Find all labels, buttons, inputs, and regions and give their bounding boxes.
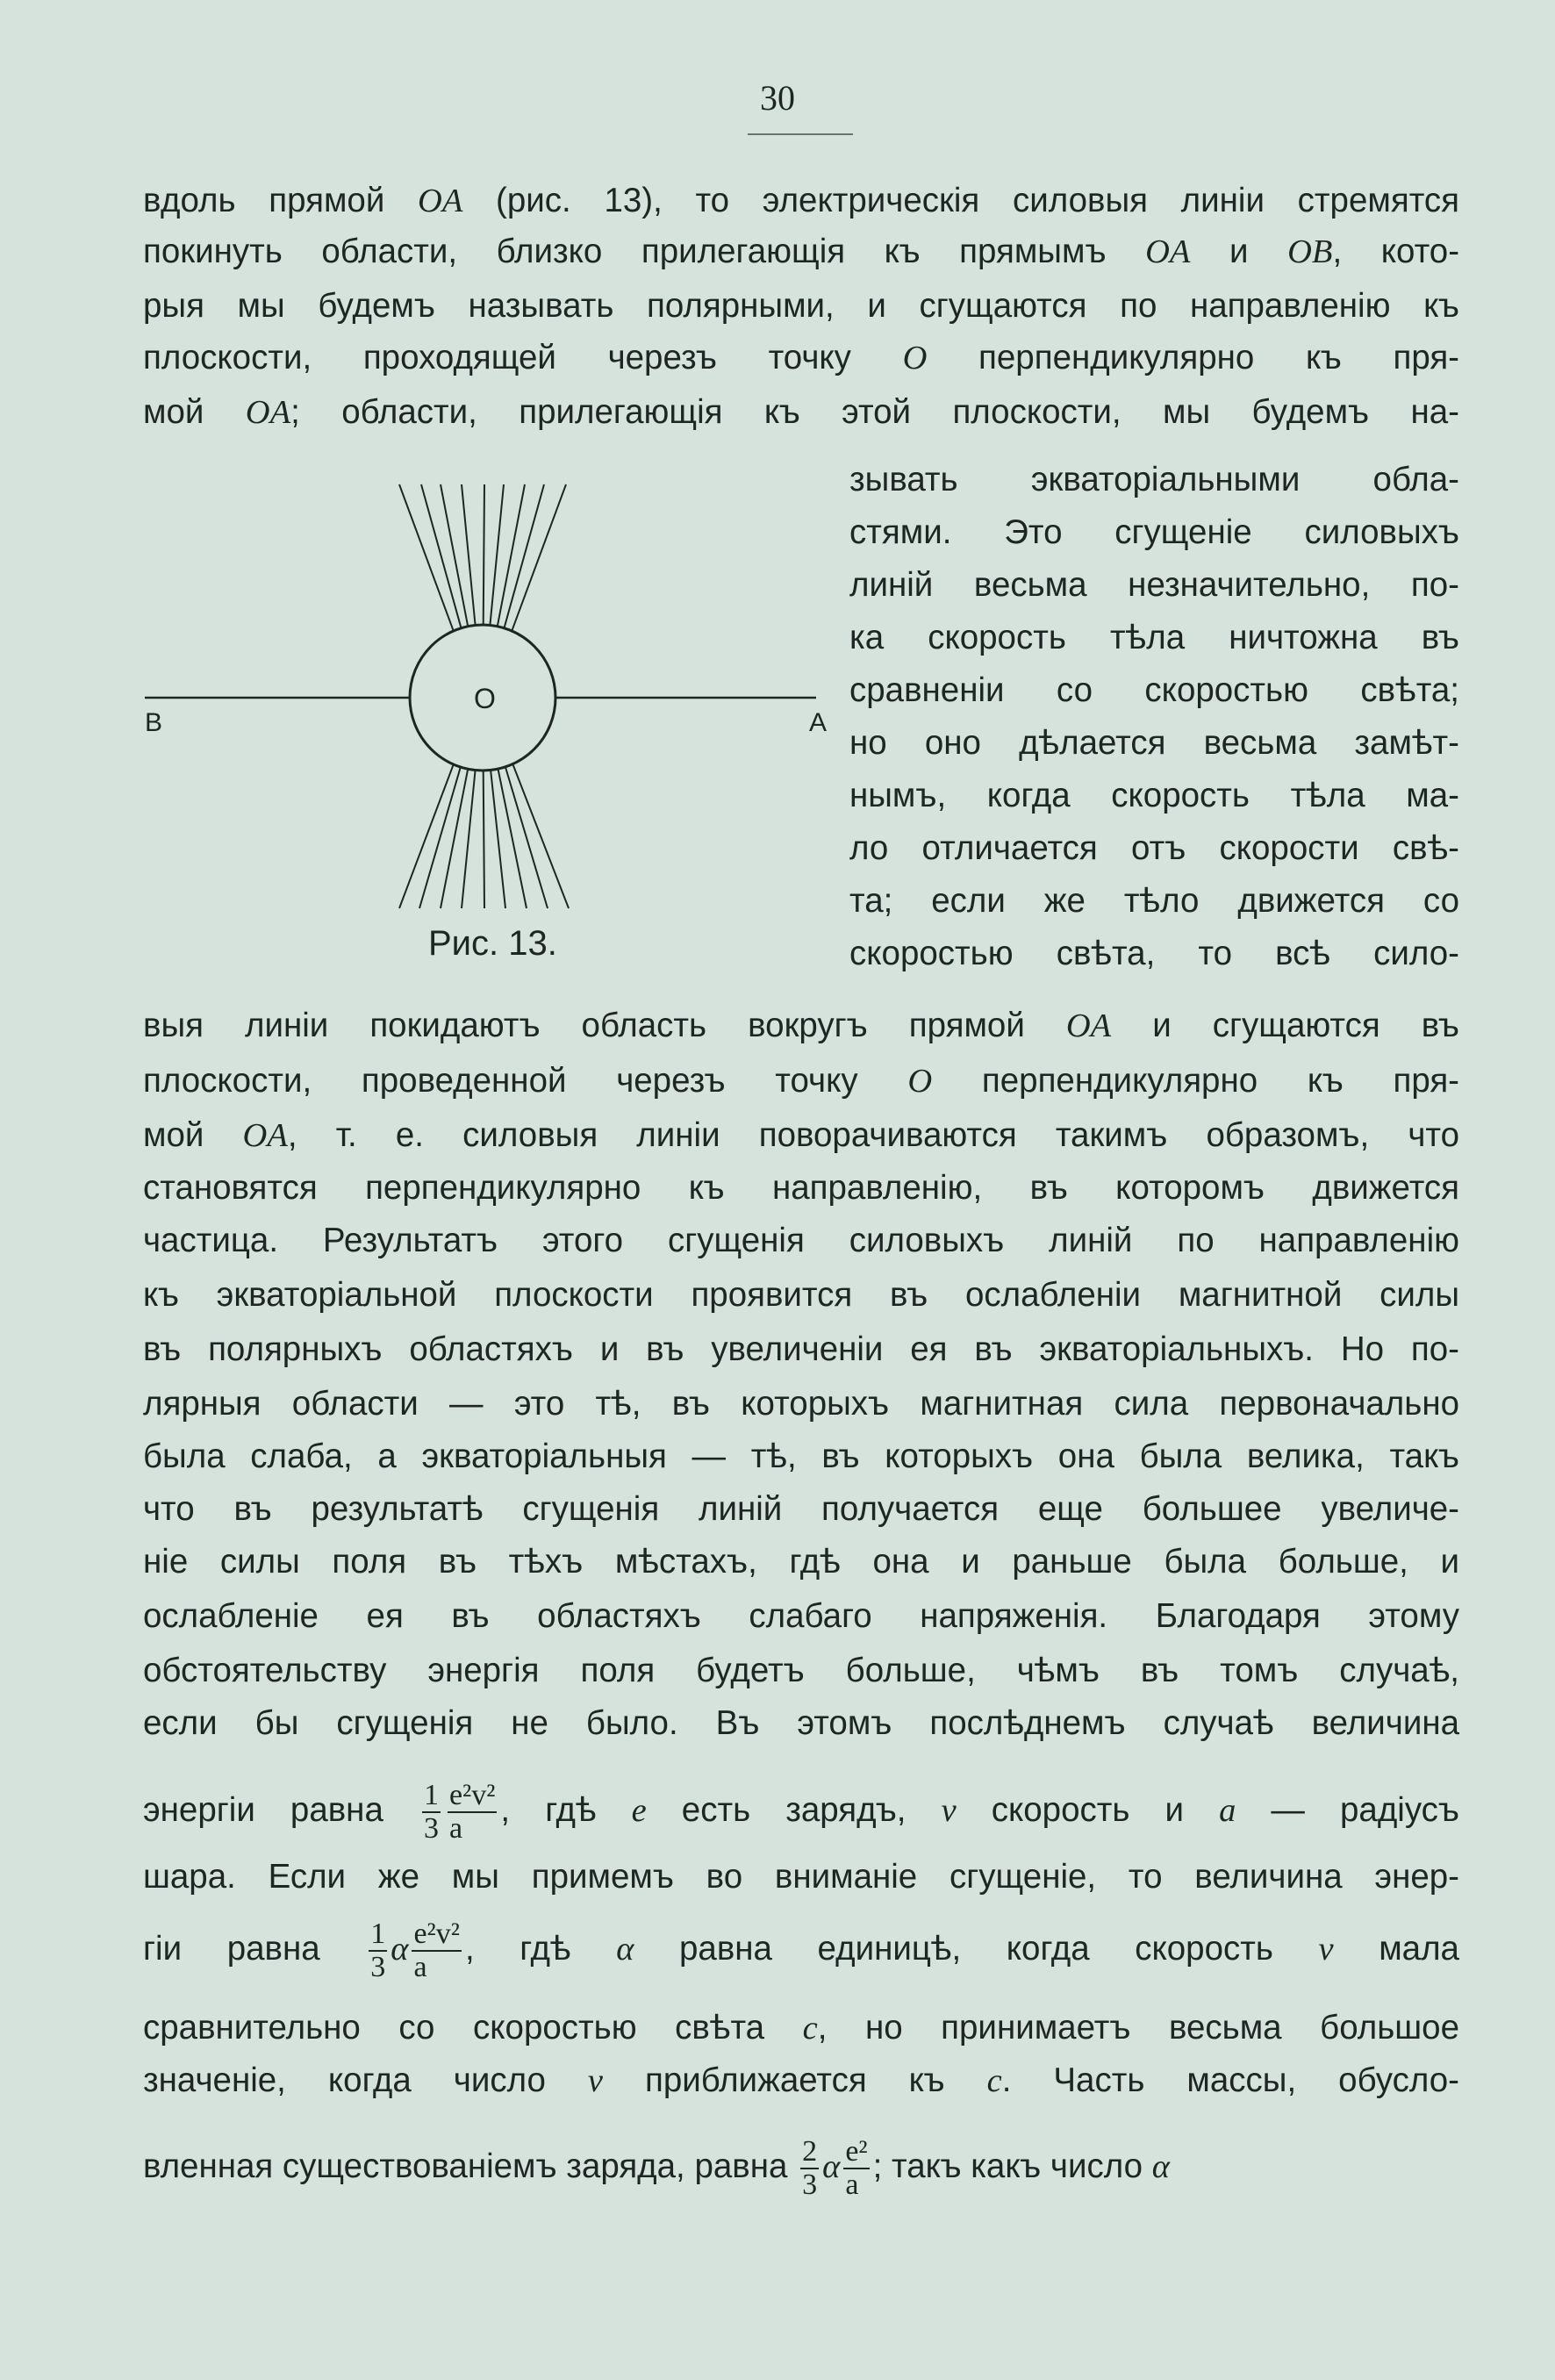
text-run: частица. Результатъ этого сгущенія силовыхъ линій по направленію [143, 1222, 1459, 1259]
text-run: выя линіи покидаютъ область вокругъ прямой [143, 1007, 1066, 1044]
math-symbol: OA [242, 1117, 288, 1154]
text-line [143, 1324, 1459, 1375]
fraction [422, 1780, 441, 1844]
text-run: ; области, прилегающія къ этой плоскости, мы будемъ на- [290, 393, 1459, 431]
text-line [143, 333, 1459, 384]
text-run: становятся перпендикулярно къ направленію, въ которомъ движется [143, 1169, 1459, 1207]
figure-caption: Рис. 13. [428, 924, 557, 963]
fraction-denominator: a [413, 1950, 427, 1983]
math-symbol: OA [1145, 233, 1191, 270]
text-run: обстоятельству энергія поля будетъ больше, чѣмъ въ томъ случаѣ, [143, 1652, 1459, 1689]
math-symbol: a [1219, 1791, 1236, 1829]
math-symbol: OA [418, 183, 463, 219]
field-lines-diagram [132, 465, 834, 992]
text-run: если бы сгущенія не было. Въ этомъ послѣднемъ случаѣ величина [143, 1704, 1459, 1742]
fraction-denominator: 3 [370, 1950, 386, 1983]
text-run: (рис. 13), то электрическія силовыя линіи стремятся [462, 182, 1459, 219]
text-line [143, 1779, 1459, 1845]
text-run: равна единицѣ, когда скорость [634, 1929, 1319, 1968]
text-run: шара. Если же мы примемъ во вниманіе сгущеніе, то величина энер- [143, 1858, 1459, 1896]
text-run: вдоль прямой [143, 182, 419, 219]
text-line [849, 665, 1459, 716]
text-run: мой [143, 393, 246, 431]
text-run: вленная существованіемъ заряда, равна [143, 2147, 798, 2185]
text-run: , кото- [1332, 233, 1460, 270]
text-run: гіи равна [143, 1929, 366, 1968]
text-run: приближается къ [603, 2061, 987, 2099]
text-run: покинуть области, близко прилегающія къ прямымъ [143, 233, 1146, 270]
text-run: но оно дѣлается весьма замѣт- [849, 724, 1459, 762]
text-run: плоскости, проведенной черезъ точку [143, 1062, 908, 1100]
page-number: 30 [760, 78, 795, 118]
text-line [143, 1918, 1459, 1983]
math-symbol: O [907, 1063, 933, 1100]
fraction-numerator: e² [845, 2135, 868, 2168]
math-symbol: α [1151, 2147, 1170, 2185]
math-symbol: OA [245, 394, 291, 431]
text-run: скоростью свѣта, то всѣ сило- [849, 935, 1459, 972]
text-run: и сгущаются въ [1111, 1007, 1459, 1044]
text-run: мой [143, 1116, 243, 1154]
text-run: зывать экваторіальными обла- [849, 461, 1459, 498]
text-run: и [1190, 233, 1288, 270]
text-run: рыя мы будемъ называть полярными, и сгущаются по направленію къ [143, 287, 1459, 325]
fraction-denominator: 3 [802, 2168, 818, 2201]
text-run: есть зарядъ, [646, 1790, 942, 1829]
text-line [143, 1215, 1459, 1266]
text-run: была слаба, а экваторіальныя — тѣ, въ которыхъ она была велика, такъ [143, 1437, 1459, 1475]
figure-13 [132, 465, 834, 992]
math-symbol: α [822, 2147, 841, 2185]
text-run: ослабленіе ея въ областяхъ слабаго напряженія. Благодаря этому [143, 1597, 1459, 1635]
text-run: перпендикулярно къ пря- [927, 339, 1460, 376]
text-run: ло отличается отъ скорости свѣ- [849, 829, 1459, 867]
text-run: сравненіи со скоростью свѣта; [849, 671, 1459, 709]
text-line [143, 1270, 1459, 1321]
text-run: сравнительно со скоростью свѣта [143, 2009, 803, 2047]
math-symbol: v [941, 1791, 957, 1829]
label-a: A [809, 708, 828, 737]
math-symbol: c [986, 2062, 1002, 2099]
text-line [143, 1591, 1459, 1642]
math-symbol: O [902, 340, 928, 376]
text-run: къ экваторіальной плоскости проявится въ ослабленіи магнитной силы [143, 1276, 1459, 1314]
fraction-denominator: a [845, 2168, 859, 2201]
text-line [143, 1431, 1459, 1482]
fraction-denominator: a [448, 1811, 463, 1845]
text-run: ніе силы поля въ тѣхъ мѣстахъ, гдѣ она и раньше была больше, и [143, 1543, 1459, 1581]
text-run: , гдѣ [464, 1929, 617, 1968]
fraction-numerator: 1 [423, 1779, 439, 1811]
fraction [843, 2136, 869, 2200]
text-line [143, 2135, 1459, 2201]
text-line [143, 387, 1459, 438]
text-run: — радіусъ [1236, 1790, 1459, 1829]
text-line [143, 226, 1459, 277]
fraction-denominator: 3 [423, 1811, 439, 1845]
text-run: линій весьма незначительно, по- [849, 566, 1459, 604]
text-run: ка скорость тѣла ничтожна въ [849, 619, 1459, 656]
text-run: стями. Это сгущеніе силовыхъ [849, 513, 1459, 551]
text-run: перпендикулярно къ пря- [932, 1062, 1460, 1100]
label-o: O [474, 683, 496, 714]
page-number-rule [748, 133, 853, 135]
text-run: , гдѣ [500, 1790, 632, 1829]
text-line [849, 771, 1459, 821]
text-line [143, 1379, 1459, 1430]
math-symbol: c [802, 2010, 818, 2047]
text-line [143, 1537, 1459, 1588]
text-line [143, 1852, 1459, 1903]
text-line [143, 1163, 1459, 1214]
text-line [143, 1110, 1459, 1161]
fraction [412, 1918, 461, 1982]
text-run: ; такъ какъ число [872, 2147, 1152, 2185]
text-line [849, 560, 1459, 611]
text-run: что въ результатѣ сгущенія линій получается еще большее увеличе- [143, 1490, 1459, 1528]
text-run: въ полярныхъ областяхъ и въ увеличеніи ея въ экваторіальныхъ. Но по- [143, 1330, 1459, 1368]
math-symbol: OA [1065, 1007, 1112, 1044]
label-b: B [145, 708, 163, 737]
text-line [849, 507, 1459, 558]
text-line [143, 176, 1459, 226]
text-run: . Часть массы, обусло- [1001, 2061, 1459, 2099]
text-line [143, 2055, 1459, 2106]
text-line [143, 281, 1459, 332]
text-line [849, 613, 1459, 663]
fraction [448, 1780, 497, 1844]
text-line [143, 1484, 1459, 1535]
math-symbol: v [1318, 1930, 1334, 1968]
text-line [143, 1000, 1459, 1051]
text-line [143, 1056, 1459, 1107]
math-symbol: α [616, 1930, 634, 1968]
text-line [849, 718, 1459, 769]
text-line [143, 1645, 1459, 1696]
fraction-numerator: e²v² [413, 1918, 460, 1950]
math-symbol: v [587, 2062, 603, 2099]
text-run: , т. е. силовыя линіи поворачиваются такимъ образомъ, что [287, 1116, 1459, 1154]
text-run: скорость и [956, 1790, 1220, 1829]
text-run: та; если же тѣло движется со [849, 882, 1459, 920]
text-run: нымъ, когда скорость тѣла ма- [849, 777, 1459, 814]
fraction [369, 1918, 387, 1982]
text-run: плоскости, проходящей черезъ точку [143, 339, 903, 376]
text-line [849, 876, 1459, 927]
math-symbol: α [391, 1930, 409, 1968]
text-line [849, 928, 1459, 979]
fraction [800, 2136, 819, 2200]
math-symbol: e [631, 1791, 647, 1829]
text-line [143, 2003, 1459, 2054]
text-run: значеніе, когда число [143, 2061, 588, 2099]
text-run: лярныя области — это тѣ, въ которыхъ магнитная сила первоначально [143, 1385, 1459, 1423]
fraction-numerator: e²v² [448, 1779, 496, 1811]
math-symbol: OB [1287, 233, 1333, 270]
text-line [849, 455, 1459, 505]
text-run: , но принимаетъ весьма большое [817, 2009, 1459, 2047]
text-line [143, 1698, 1459, 1749]
fraction-numerator: 1 [370, 1918, 386, 1950]
text-line [849, 823, 1459, 874]
text-run: мала [1333, 1929, 1459, 1968]
fraction-numerator: 2 [802, 2135, 818, 2168]
text-run: энергіи равна [143, 1790, 419, 1829]
